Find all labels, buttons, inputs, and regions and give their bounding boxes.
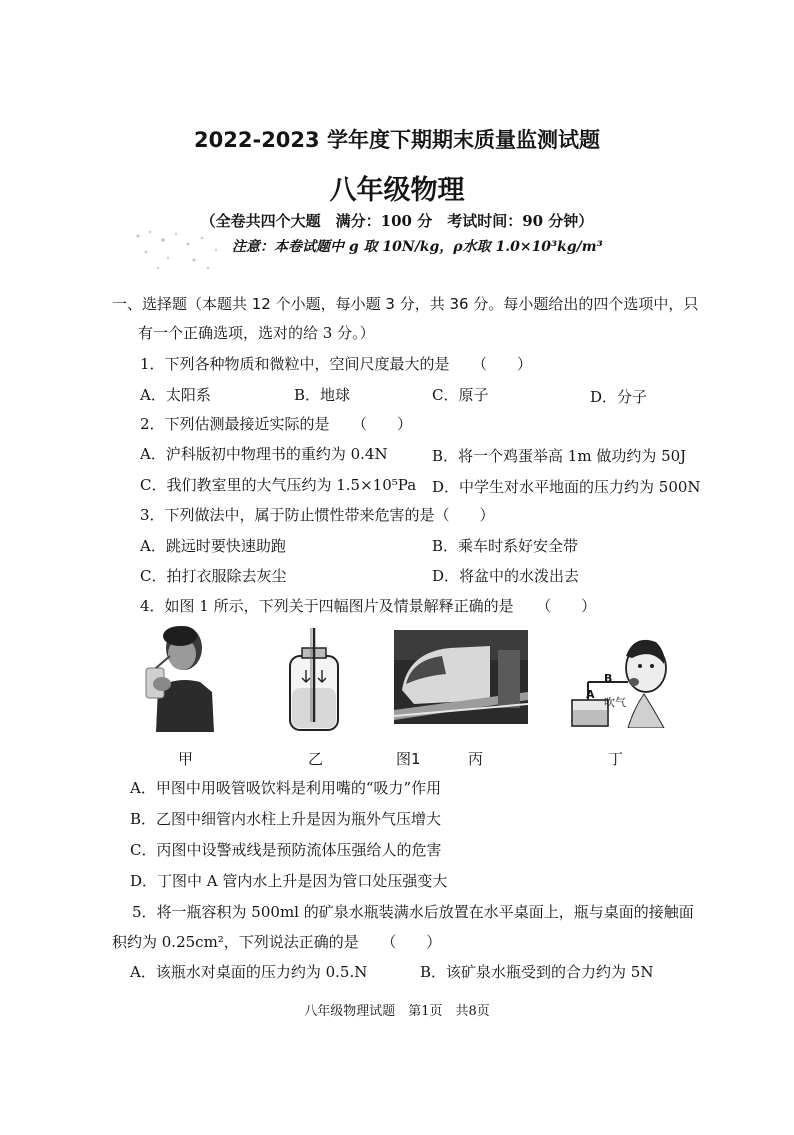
question-2-option-a: A．沪科版初中物理书的重约为 0.4N — [140, 445, 388, 463]
question-3-option-d: D．将盆中的水泼出去 — [432, 567, 580, 585]
figure-ding-image — [568, 628, 668, 728]
figure-ding-mark-blow: 吹气 — [604, 696, 626, 709]
question-3-stem: 3．下列做法中，属于防止惯性带来危害的是（ ） — [140, 506, 495, 524]
question-5-stem-cont: 积约为 0.25cm²，下列说法正确的是 （ ） — [112, 933, 442, 951]
figure-jia-image — [136, 620, 220, 732]
question-4-stem: 4．如图 1 所示，下列关于四幅图片及情景解释正确的是 （ ） — [140, 597, 597, 615]
question-4-option-c: C．丙图中设警戒线是预防流体压强给人的危害 — [130, 841, 442, 859]
figure-ding-mark-b: B — [604, 672, 613, 685]
question-1-option-a: A．太阳系 — [140, 386, 211, 404]
figure-bing-image — [394, 630, 528, 724]
figure-yi-image — [282, 626, 346, 734]
question-1-option-c: C．原子 — [432, 386, 489, 404]
question-1-option-b: B．地球 — [294, 386, 351, 404]
question-1-option-d: D．分子 — [590, 388, 648, 406]
question-3-option-a: A．跳远时要快速助跑 — [140, 537, 286, 555]
figure-label-ding: 丁 — [608, 750, 624, 768]
exam-title: 2022-2023 学年度下期期末质量监测试题 — [194, 128, 600, 152]
figure-ding-mark-a: A — [586, 688, 595, 701]
figure-label-bing: 丙 — [468, 750, 484, 768]
exam-note: 注意：本卷试题中 g 取 10N/kg，ρ水取 1.0×10³kg/m³ — [232, 239, 603, 255]
figure-label-jia: 甲 — [178, 750, 194, 768]
question-2-option-d: D．中学生对水平地面的压力约为 500N — [432, 478, 701, 496]
figure-label-tu1: 图1 — [396, 750, 421, 768]
section-heading: 一、选择题（本题共 12 个小题，每小题 3 分，共 36 分。每小题给出的四个选项中，只 — [112, 295, 699, 313]
question-1-stem: 1．下列各种物质和微粒中，空间尺度最大的是 （ ） — [140, 355, 533, 373]
question-4-option-b: B．乙图中细管内水柱上升是因为瓶外气压增大 — [130, 810, 442, 828]
exam-info: （全卷共四个大题 满分：100 分 考试时间：90 分钟） — [200, 212, 594, 230]
question-3-option-c: C．拍打衣服除去灰尘 — [140, 567, 287, 585]
question-4-option-a: A．甲图中用吸管吸饮料是利用嘴的“吸力”作用 — [130, 779, 442, 797]
question-2-stem: 2．下列估测最接近实际的是 （ ） — [140, 415, 413, 433]
question-5-option-b: B．该矿泉水瓶受到的合力约为 5N — [420, 963, 654, 981]
question-4-option-d: D．丁图中 A 管内水上升是因为管口处压强变大 — [130, 872, 448, 890]
page-footer: 八年级物理试题 第1页 共8页 — [304, 1004, 490, 1019]
question-3-option-b: B．乘车时系好安全带 — [432, 537, 579, 555]
question-5-stem: 5．将一瓶容积为 500ml 的矿泉水瓶装满水后放置在水平桌面上，瓶与桌面的接触面 — [132, 903, 694, 921]
question-5-option-a: A．该瓶水对桌面的压力约为 0.5.N — [130, 963, 368, 981]
question-2-option-b: B．将一个鸡蛋举高 1m 做功约为 50J — [432, 447, 687, 465]
figure-label-yi: 乙 — [308, 750, 324, 768]
question-2-option-c: C．我们教室里的大气压约为 1.5×10⁵Pa — [140, 476, 417, 494]
exam-subject: 八年级物理 — [329, 175, 465, 206]
section-heading-cont: 有一个正确选项，选对的给 3 分。） — [138, 324, 375, 342]
